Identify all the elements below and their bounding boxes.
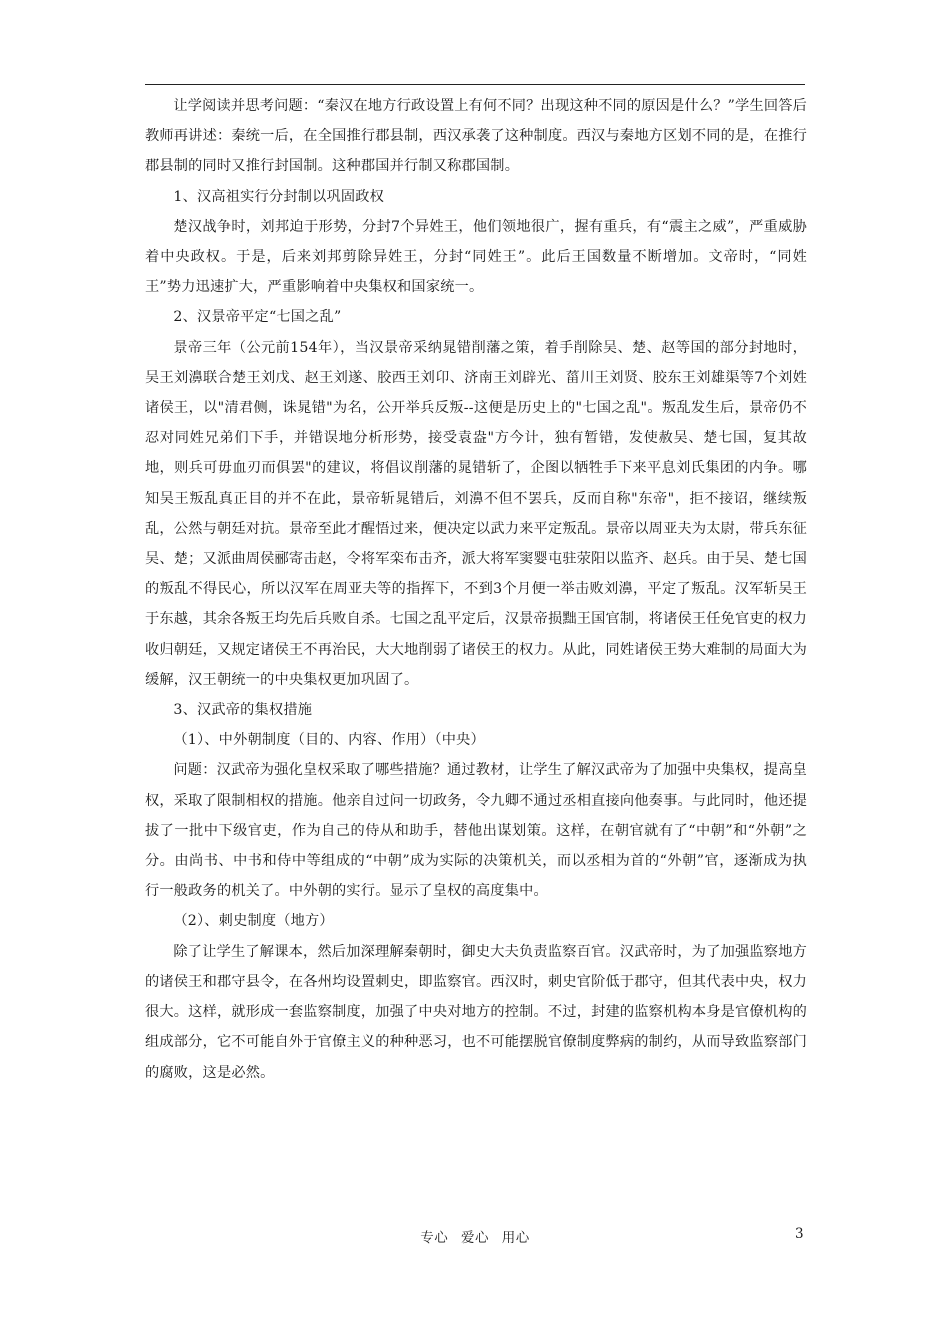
section-heading-2: 2、汉景帝平定“七国之乱”: [173, 309, 342, 326]
subsection-heading-2: （2）、刺史制度（地方）: [173, 913, 334, 930]
body-paragraph: 景帝三年（公元前154年），当汉景帝采纳晁错削藩之策，着手削除吴、楚、赵等国的部分封地时，吴王刘濞联合楚王刘戊、赵王刘遂、胶西王刘卬、济南王刘辟光、菑川王刘贤、胶东王刘雄渠等7个刘姓诸侯王，以"清君侧，诛晁错"为名，公开举兵反叛--这便是历史上的"七国之乱"。叛乱发生后，景帝仍不忍对同姓兄弟们下手，并错误地分析形势，接受袁盎"方今计，独有暂错，发使赦吴、楚七国，复其故地，则兵可毋血刃而俱罢"的建议，将倡议削藩的晁错斩了，企图以牺牲手下来平息刘氏集团的内争。哪知吴王叛乱真正目的并不在此，景帝斩晁错后，刘濞不但不罢兵，反而自称"东帝"，拒不接诏，继续叛乱，公然与朝廷对抗。景帝至此才醒悟过来，便决定以武力来平定叛乱。景帝以周亚夫为太尉，带兵东征吴、楚；又派曲周侯郦寄击赵，令将军栾布击齐，派大将军窦婴屯驻荥阳以监齐、赵兵。由于吴、楚七国的叛乱不得民心，所以汉军在周亚夫等的指挥下，不到3个月便一举击败刘濞，平定了叛乱。汉军斩吴王于东越，其余各叛王均先后兵败自杀。七国之乱平定后，汉景帝损黜王国官制，将诸侯王任免官吏的权力收归朝廷，又规定诸侯王不再治民，大大地削弱了诸侯王的权力。从此，同姓诸侯王势大难制的局面大为缓解，汉王朝统一的中央集权更加巩固了。: [145, 339, 807, 688]
footer-motto: 专心 爱心 用心: [420, 1230, 530, 1246]
page-number: 3: [795, 1226, 804, 1242]
document-body: [145, 91, 807, 1088]
body-paragraph: 问题：汉武帝为强化皇权采取了哪些措施？通过教材，让学生了解汉武帝为了加强中央集权，提高皇权，采取了限制相权的措施。他亲自过问一切政务，令九卿不通过丞相直接向他奏事。与此同时，他还提拔了一批中下级官吏，作为自己的侍从和助手，替他出谋划策。这样，在朝官就有了“中朝”和“外朝”之分。由尚书、中书和侍中等组成的“中朝”成为实际的决策机关，而以丞相为首的“外朝”官，逐渐成为执行一般政务的机关了。中外朝的实行。显示了皇权的高度集中。: [145, 762, 807, 900]
body-paragraph: 除了让学生了解课本，然后加深理解秦朝时，御史大夫负责监察百官。汉武帝时，为了加强监察地方的诸侯王和郡守县令，在各州均设置刺史，即监察官。西汉时，刺史官阶低于郡守，但其代表中央，权力很大。这样，就形成一套监察制度，加强了中央对地方的控制。不过，封建的监察机构本身是官僚机构的组成部分，它不可能自外于官僚主义的种种恶习，也不可能摆脱官僚制度弊病的制约，从而导致监察部门的腐败，这是必然。: [145, 943, 807, 1081]
section-heading-1: 1、汉高祖实行分封制以巩固政权: [173, 188, 385, 205]
subsection-heading-1: （1）、中外朝制度（目的、内容、作用）（中央）: [173, 732, 485, 749]
section-heading-3: 3、汉武帝的集权措施: [173, 702, 313, 719]
header-rule: [145, 84, 805, 85]
body-paragraph: 楚汉战争时，刘邦迫于形势，分封7个异姓王，他们领地很广，握有重兵，有“震主之威”，严重威胁着中央政权。于是，后来刘邦剪除异姓王，分封“同姓王”。此后王国数量不断增加。文帝时，“同姓王”势力迅速扩大，严重影响着中央集权和国家统一。: [145, 218, 807, 296]
intro-paragraph: 让学阅读并思考问题：“秦汉在地方行政设置上有何不同？出现这种不同的原因是什么？”学生回答后教师再讲述：秦统一后，在全国推行郡县制，西汉承袭了这种制度。西汉与秦地方区划不同的是，在推行郡县制的同时又推行封国制。这种郡国并行制又称郡国制。: [145, 98, 807, 175]
